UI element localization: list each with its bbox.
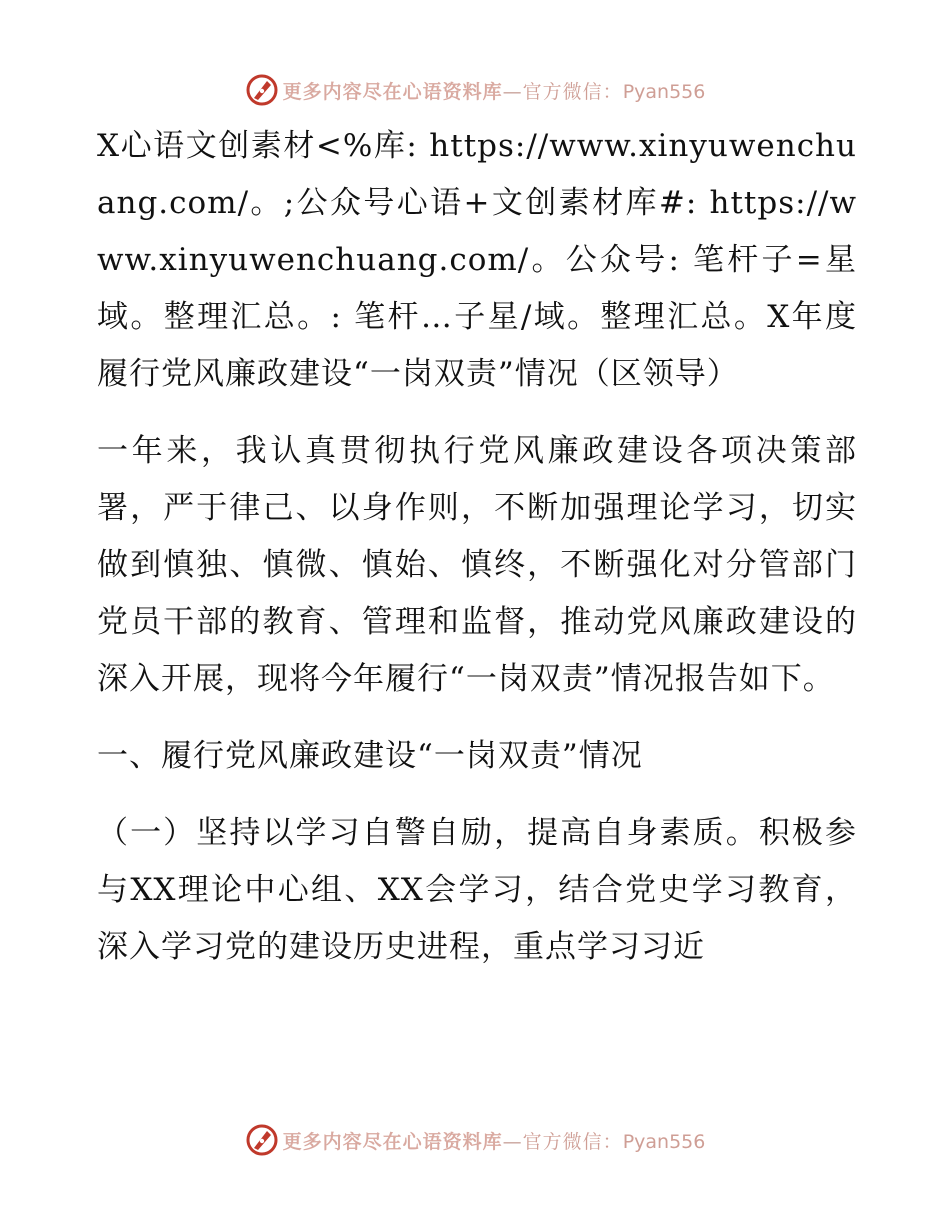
intro-paragraph: X心语文创素材<%库: https://www.xinyuwenchuang.com/。;公众号心语+文创素材库#: https://www.xinyuwenchuang.com/。公众号: 笔杆子=星域。整理汇总。: 笔杆…子星/域。整理汇总。X年度履行党风廉政建设“一岗双责”情况（区领导）: [97, 128, 857, 392]
wechat-account: Pyan556: [622, 1130, 706, 1153]
document-body: [97, 118, 857, 996]
wechat-label: 官方微信：: [522, 80, 623, 103]
brand-text: 更多内容尽在心语资料库: [282, 80, 503, 103]
watermark-text: [283, 1127, 706, 1154]
body-paragraph-2: （一）坚持以学习自警自励，提高自身素质。积极参与XX理论中心组、XX会学习，结合党史学习教育，深入学习党的建设历史进程，重点学习习近: [97, 815, 857, 965]
brand-text: 更多内容尽在心语资料库: [282, 1130, 503, 1153]
separator: —: [502, 1130, 523, 1153]
wechat-account: Pyan556: [622, 80, 706, 103]
separator: —: [502, 80, 523, 103]
body-paragraph-1: 一年来，我认真贯彻执行党风廉政建设各项决策部署，严于律己、以身作则，不断加强理论学习，切实做到慎独、慎微、慎始、慎终，不断强化对分管部门党员干部的教育、管理和监督，推动党风廉政建设的深入开展，现将今年履行“一岗双责”情况报告如下。: [97, 433, 857, 697]
watermark-text: [283, 77, 706, 104]
footer-watermark-banner: [0, 1120, 950, 1160]
pen-nib-circle-icon: [245, 73, 279, 107]
wechat-label: 官方微信：: [522, 1130, 623, 1153]
header-watermark-banner: [0, 70, 950, 110]
pen-nib-circle-icon: [245, 1123, 279, 1157]
section-heading-1: 一、履行党风廉政建设“一岗双责”情况: [97, 738, 643, 774]
